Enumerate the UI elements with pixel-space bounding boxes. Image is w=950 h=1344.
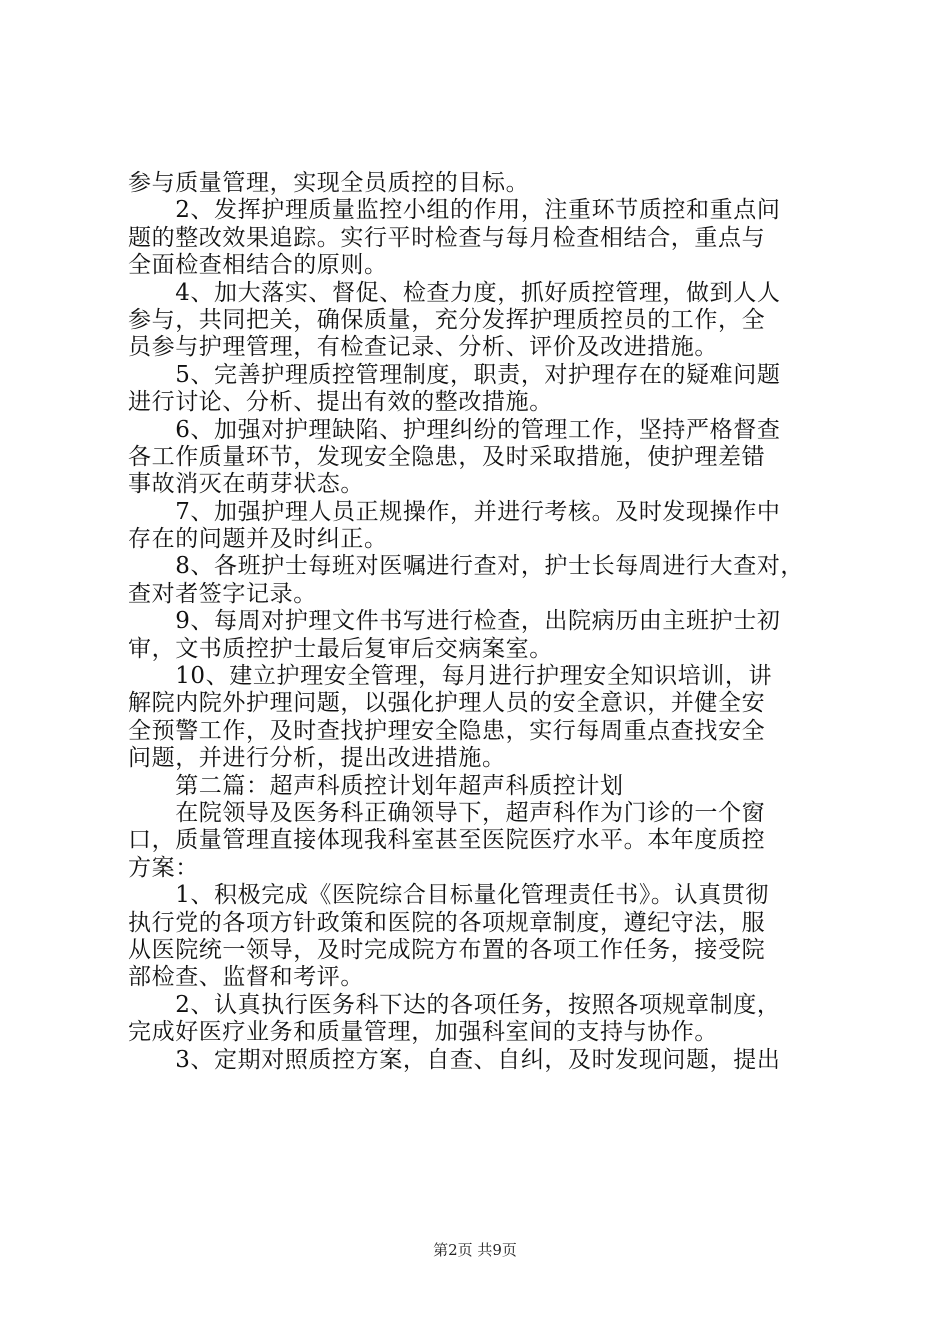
text-line: 存在的问题并及时纠正。 [128,526,388,553]
text-line: 参与，共同把关，确保质量，充分发挥护理质控员的工作，全 [128,306,766,333]
text-line: 从医院统一领导，及时完成院方布置的各项工作任务，接受院 [128,936,766,963]
text-line: 1、积极完成《医院综合目标量化管理责任书》。认真贯彻 [128,882,769,909]
text-line: 查对者签字记录。 [128,580,317,607]
text-line: 5、完善护理质控管理制度，职责，对护理存在的疑难问题 [128,361,781,388]
text-line: 2、发挥护理质量监控小组的作用，注重环节质控和重点问 [128,197,781,224]
text-line: 7、加强护理人员正规操作，并进行考核。及时发现操作中 [128,498,781,525]
text-line: 8、各班护士每班对医嘱进行查对，护士长每周进行大查对， [128,553,805,580]
text-line: 全预警工作，及时查找护理安全隐患，实行每周重点查找安全 [128,717,766,744]
document-body [128,170,828,1074]
text-line: 执行党的各项方针政策和医院的各项规章制度，遵纪守法，服 [128,909,766,936]
text-line: 完成好医疗业务和质量管理，加强科室间的支持与协作。 [128,1019,718,1046]
text-line: 6、加强对护理缺陷、护理纠纷的管理工作，坚持严格督查 [128,416,781,443]
text-line: 全面检查相结合的原则。 [128,252,388,279]
page-footer: 第2页 共9页 [433,1241,517,1259]
text-line: 部检查、监督和考评。 [128,964,364,991]
text-line: 解院内院外护理问题，以强化护理人员的安全意识，并健全安 [128,690,766,717]
text-line: 3、定期对照质控方案，自查、自纠，及时发现问题，提出 [128,1046,781,1073]
text-line: 问题，并进行分析，提出改进措施。 [128,745,506,772]
text-line: 事故消灭在萌芽状态。 [128,471,364,498]
text-line: 4、加大落实、督促、检查力度，抓好质控管理，做到人人 [128,279,781,306]
text-line: 员参与护理管理，有检查记录、分析、评价及改进措施。 [128,334,718,361]
text-line: 参与质量管理，实现全员质控的目标。 [128,170,530,196]
text-line: 10、建立护理安全管理，每月进行护理安全知识培训，讲 [128,663,773,690]
text-line: 题的整改效果追踪。实行平时检查与每月检查相结合，重点与 [128,224,766,251]
text-line: 方案： [128,854,199,881]
text-line: 审，文书质控护士最后复审后交病案室。 [128,635,553,662]
text-line: 各工作质量环节，发现安全隐患，及时采取措施，使护理差错 [128,443,766,470]
text-line: 进行讨论、分析、提出有效的整改措施。 [128,389,553,416]
text-line: 9、每周对护理文件书写进行检查，出院病历由主班护士初 [128,608,781,635]
text-line: 2、认真执行医务科下达的各项任务，按照各项规章制度， [128,991,781,1018]
text-line: 口，质量管理直接体现我科室甚至医院医疗水平。本年度质控 [128,827,766,854]
text-line: 第二篇：超声科质控计划年超声科质控计划 [128,772,624,799]
text-line: 在院领导及医务科正确领导下，超声科作为门诊的一个窗 [128,799,766,826]
